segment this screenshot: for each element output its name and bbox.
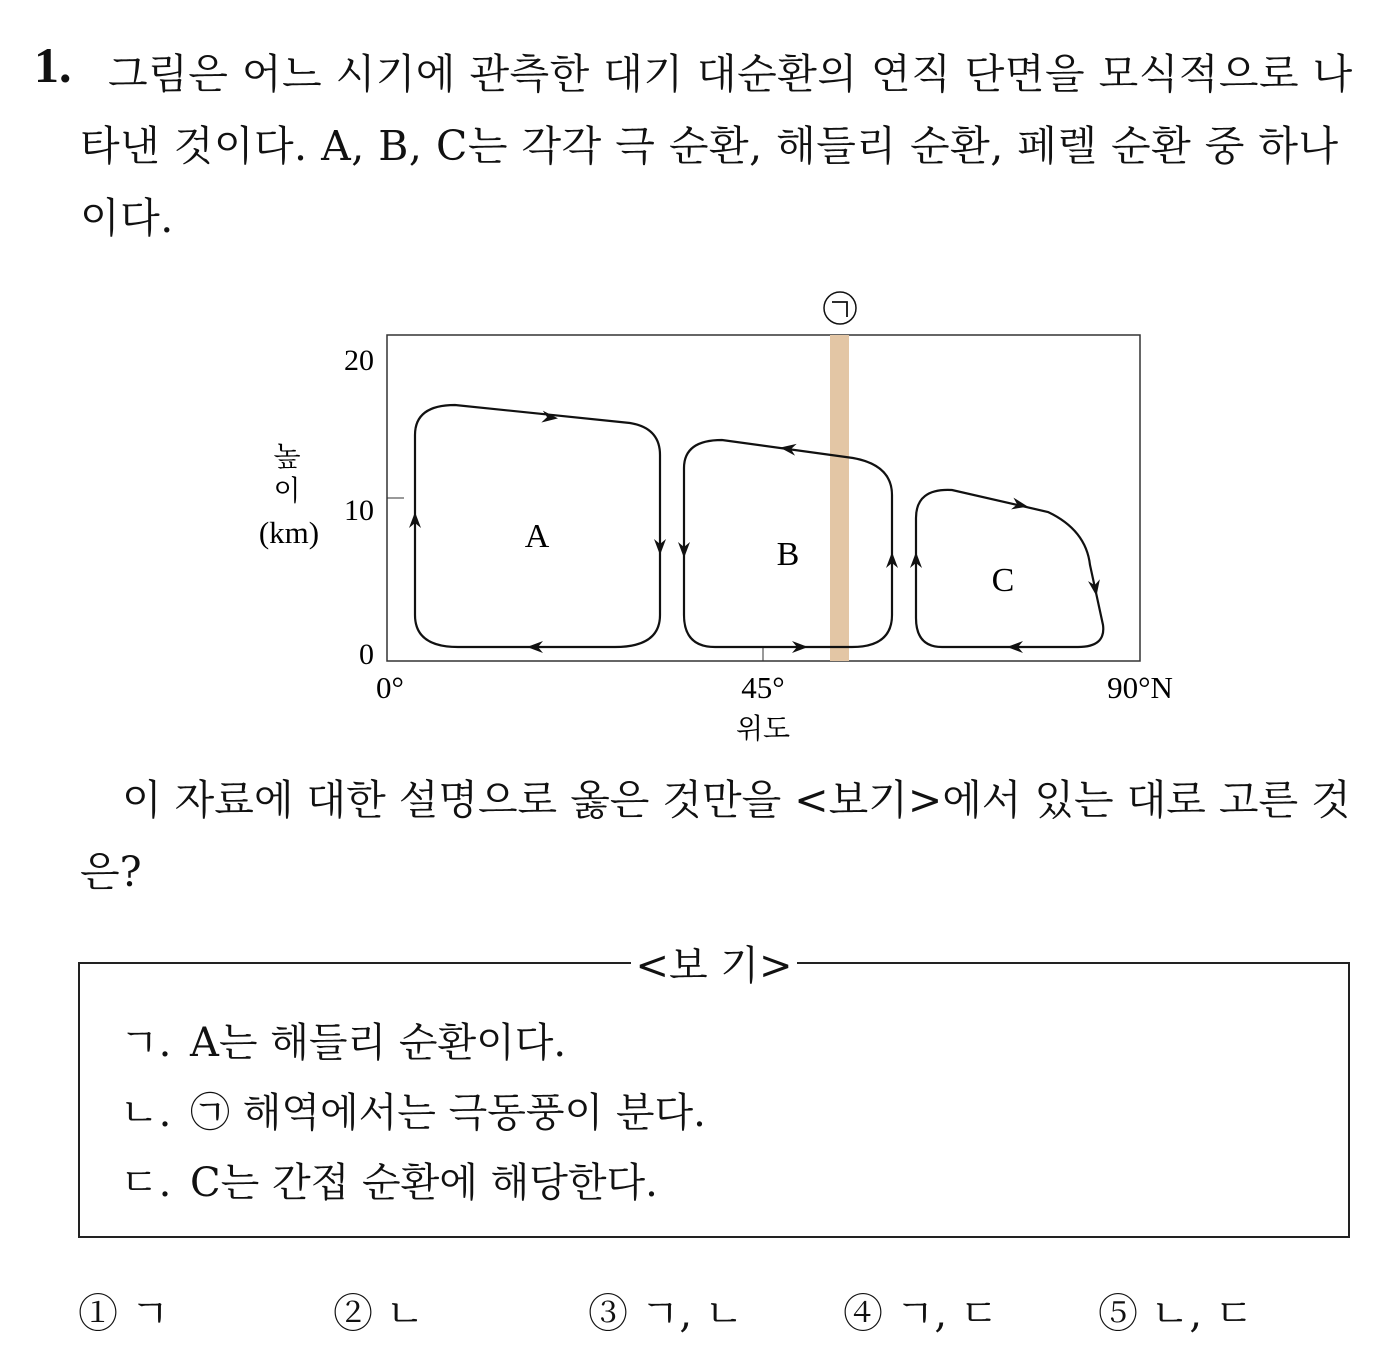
y-tick-label-20: 20	[344, 344, 374, 377]
cell-c-label: C	[991, 562, 1015, 599]
statement-text: ㉠ 해역에서는 극동풍이 분다.	[190, 1090, 706, 1136]
circulation-figure	[230, 290, 1210, 760]
choice-2[interactable]	[333, 1282, 424, 1339]
statement-text: A는 해들리 순환이다.	[190, 1020, 567, 1066]
choice-5[interactable]	[1098, 1282, 1253, 1339]
answer-choices	[78, 1282, 1368, 1342]
circulation-diagram	[230, 290, 1210, 760]
bogi-statements	[120, 1008, 706, 1218]
choice-text: ㄱ, ㄴ	[640, 1291, 744, 1337]
plot-frame	[387, 335, 1140, 661]
question-prompt: 이 자료에 대한 설명으로 옳은 것만을 <보기>에서 있는 대로 고른 것은?	[80, 776, 1351, 896]
bogi-title: <보 기>	[631, 943, 796, 989]
statement-nieun	[120, 1078, 706, 1148]
x-tick-label-45: 45°	[741, 670, 785, 705]
bogi-title-wrap	[80, 934, 1348, 991]
y-axis-unit: (km)	[258, 515, 320, 550]
statement-text: C는 간접 순환에 해당한다.	[190, 1160, 658, 1206]
marker-circle	[824, 292, 856, 324]
choice-text: ㄱ	[130, 1291, 170, 1337]
choice-3[interactable]	[588, 1282, 743, 1339]
marker-band	[830, 335, 849, 661]
y-axis-label-line2: 이	[273, 474, 301, 507]
question-stem: 그림은 어느 시기에 관측한 대기 대순환의 연직 단면을 모식적으로 나타낸 것이다. A, B, C는 각각 극 순환, 해들리 순환, 페렐 순환 중 하나이다.	[80, 50, 1353, 242]
statement-mark: ㄷ.	[120, 1160, 172, 1206]
choice-4[interactable]	[843, 1282, 998, 1339]
cell-b-label: B	[776, 536, 800, 573]
statement-giyeok	[120, 1008, 706, 1078]
y-axis-label-line1: 높	[273, 440, 301, 473]
x-tick-label-90: 90°N	[1107, 670, 1173, 705]
question-number: 1.	[34, 37, 72, 93]
choice-text: ㄱ, ㄷ	[895, 1291, 999, 1337]
choice-number: ④	[843, 1291, 883, 1337]
x-tick-label-0: 0°	[376, 670, 404, 705]
x-axis-label: 위도	[735, 712, 791, 745]
statement-digeut	[120, 1148, 706, 1218]
choice-1[interactable]	[78, 1282, 169, 1339]
choice-number: ①	[78, 1291, 118, 1337]
marker-giyeok-icon	[832, 302, 847, 317]
choice-text: ㄴ, ㄷ	[1150, 1291, 1254, 1337]
choice-number: ⑤	[1098, 1291, 1138, 1337]
choice-number: ③	[588, 1291, 628, 1337]
statement-mark: ㄴ.	[120, 1090, 172, 1136]
statement-mark: ㄱ.	[120, 1020, 172, 1066]
y-tick-label-0: 0	[359, 638, 374, 671]
cell-a-label: A	[524, 518, 550, 555]
choice-text: ㄴ	[385, 1291, 425, 1337]
bogi-box	[78, 943, 1350, 1238]
choice-number: ②	[333, 1291, 373, 1337]
y-tick-label-10: 10	[344, 494, 374, 527]
